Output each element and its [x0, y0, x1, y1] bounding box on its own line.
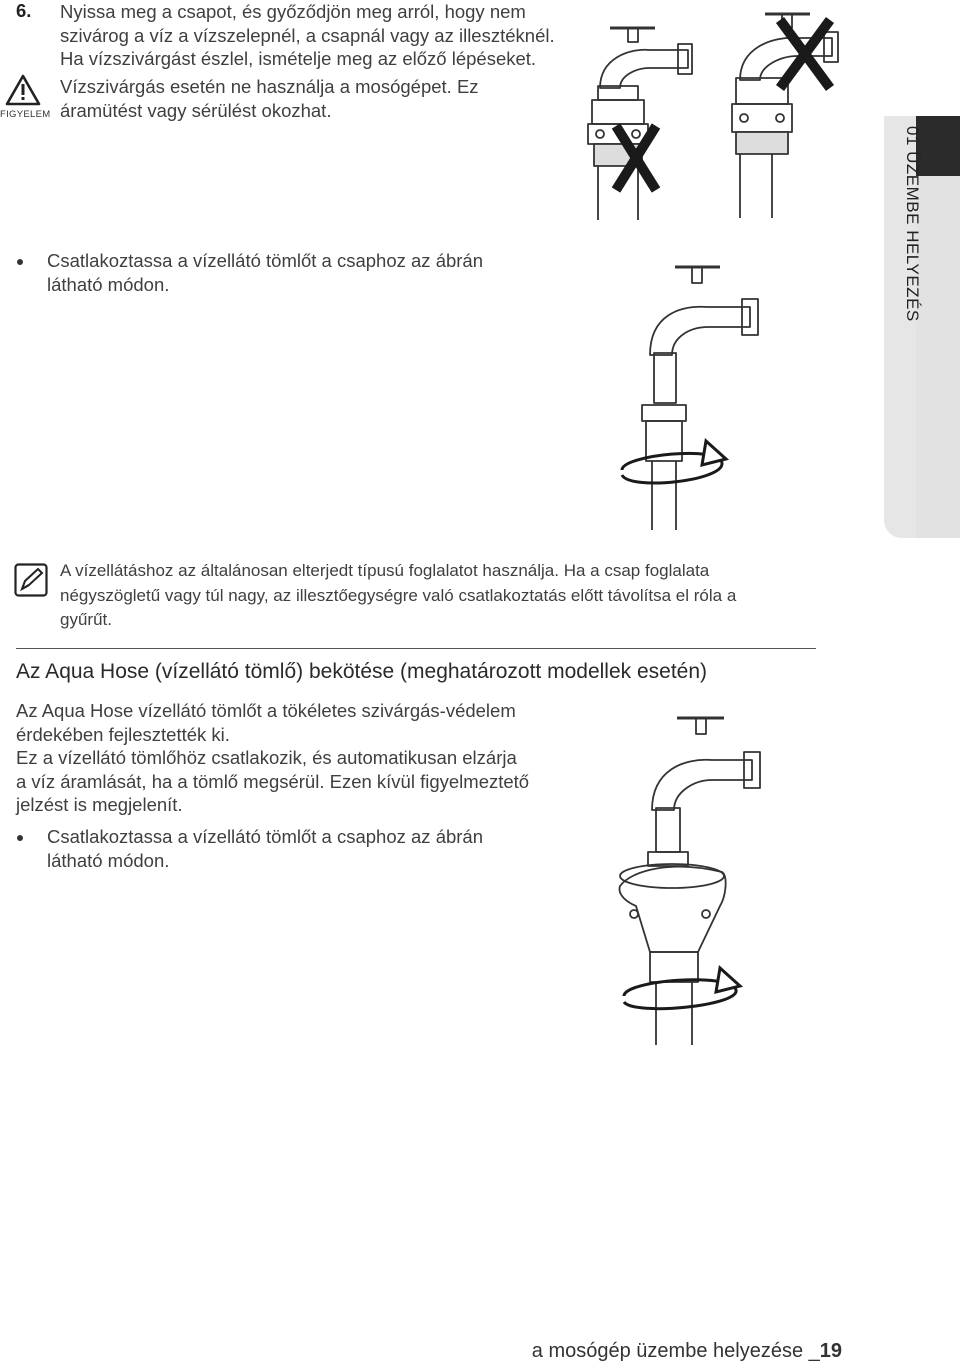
- cross-mark-icon: [780, 20, 830, 88]
- step-number: 6.: [16, 0, 32, 21]
- note-line: négyszögletű vagy túl nagy, az illesztőegységre való csatlakoztatás előtt távolítsa el róla a: [60, 585, 737, 605]
- footer-text: a mosógép üzembe helyezése _: [531, 1340, 820, 1362]
- page-number: 19: [819, 1340, 842, 1362]
- note-pencil-icon: [14, 563, 48, 597]
- aqua-hose-figure: [612, 700, 782, 1050]
- bullet-line: Csatlakoztassa a vízellátó tömlőt a csaphoz az ábrán: [47, 826, 484, 847]
- paragraph-line: érdekében fejlesztették ki.: [16, 723, 230, 745]
- note-line: A vízellátáshoz az általánosan elterjedt típusú foglalatot használja. Ha a csap foglalata: [60, 561, 710, 580]
- warning-text: [60, 75, 530, 122]
- bullet-line: látható módon.: [47, 849, 170, 871]
- paragraph-line: a víz áramlását, ha a tömlő megsérül. Ezen kívül figyelmeztető: [16, 770, 530, 792]
- step-line: Ha vízszivárgást észlel, ismételje meg az előző lépéseket.: [60, 48, 537, 69]
- warning-label: FIGYELEM: [0, 109, 51, 120]
- paragraph-line: Ez a vízellátó tömlőhöz csatlakozik, és automatikusan elzárja: [16, 747, 517, 768]
- bullet-dot: [17, 835, 23, 841]
- step-line: Nyissa meg a csapot, és győződjön meg arról, hogy nem: [60, 1, 526, 22]
- incorrect-connection-figure-1: [570, 8, 710, 223]
- note-line: gyűrűt.: [60, 610, 112, 629]
- section-bullet-text: [47, 825, 567, 872]
- page-footer: [532, 1340, 842, 1363]
- warning-line: Vízszivárgás esetén ne használja a mosógépet. Ez: [60, 76, 479, 97]
- incorrect-connection-figure-2: [720, 0, 860, 225]
- rotate-arrow-icon: [622, 441, 726, 483]
- step-line: szivárog a víz a vízszelepnél, a csapnál vagy az illesztéknél.: [60, 24, 555, 46]
- note-text: [60, 559, 860, 633]
- warning-line: áramütést vagy sérülést okozhat.: [60, 99, 332, 121]
- bullet-text: [47, 249, 567, 296]
- paragraph-line: Az Aqua Hose vízellátó tömlőt a tökéletes szivárgás-védelem: [16, 700, 516, 721]
- correct-connection-figure: [610, 245, 780, 535]
- side-tab-label: 01 ÜZEMBE HELYEZÉS: [903, 126, 922, 322]
- bullet-line: Csatlakoztassa a vízellátó tömlőt a csaphoz az ábrán: [47, 250, 484, 271]
- warning-triangle-icon: [5, 74, 41, 106]
- paragraph-line: jelzést is megjelenít.: [16, 794, 183, 815]
- warning-icon-block: [0, 72, 51, 130]
- bullet-dot: [17, 259, 23, 265]
- section-heading: Az Aqua Hose (vízellátó tömlő) bekötése (meghatározott modellek esetén): [16, 660, 708, 683]
- rotate-arrow-icon: [624, 968, 740, 1009]
- step-text: [60, 0, 580, 71]
- section-paragraph: [16, 699, 576, 817]
- section-divider: [16, 648, 816, 649]
- bullet-line: látható módon.: [47, 273, 170, 295]
